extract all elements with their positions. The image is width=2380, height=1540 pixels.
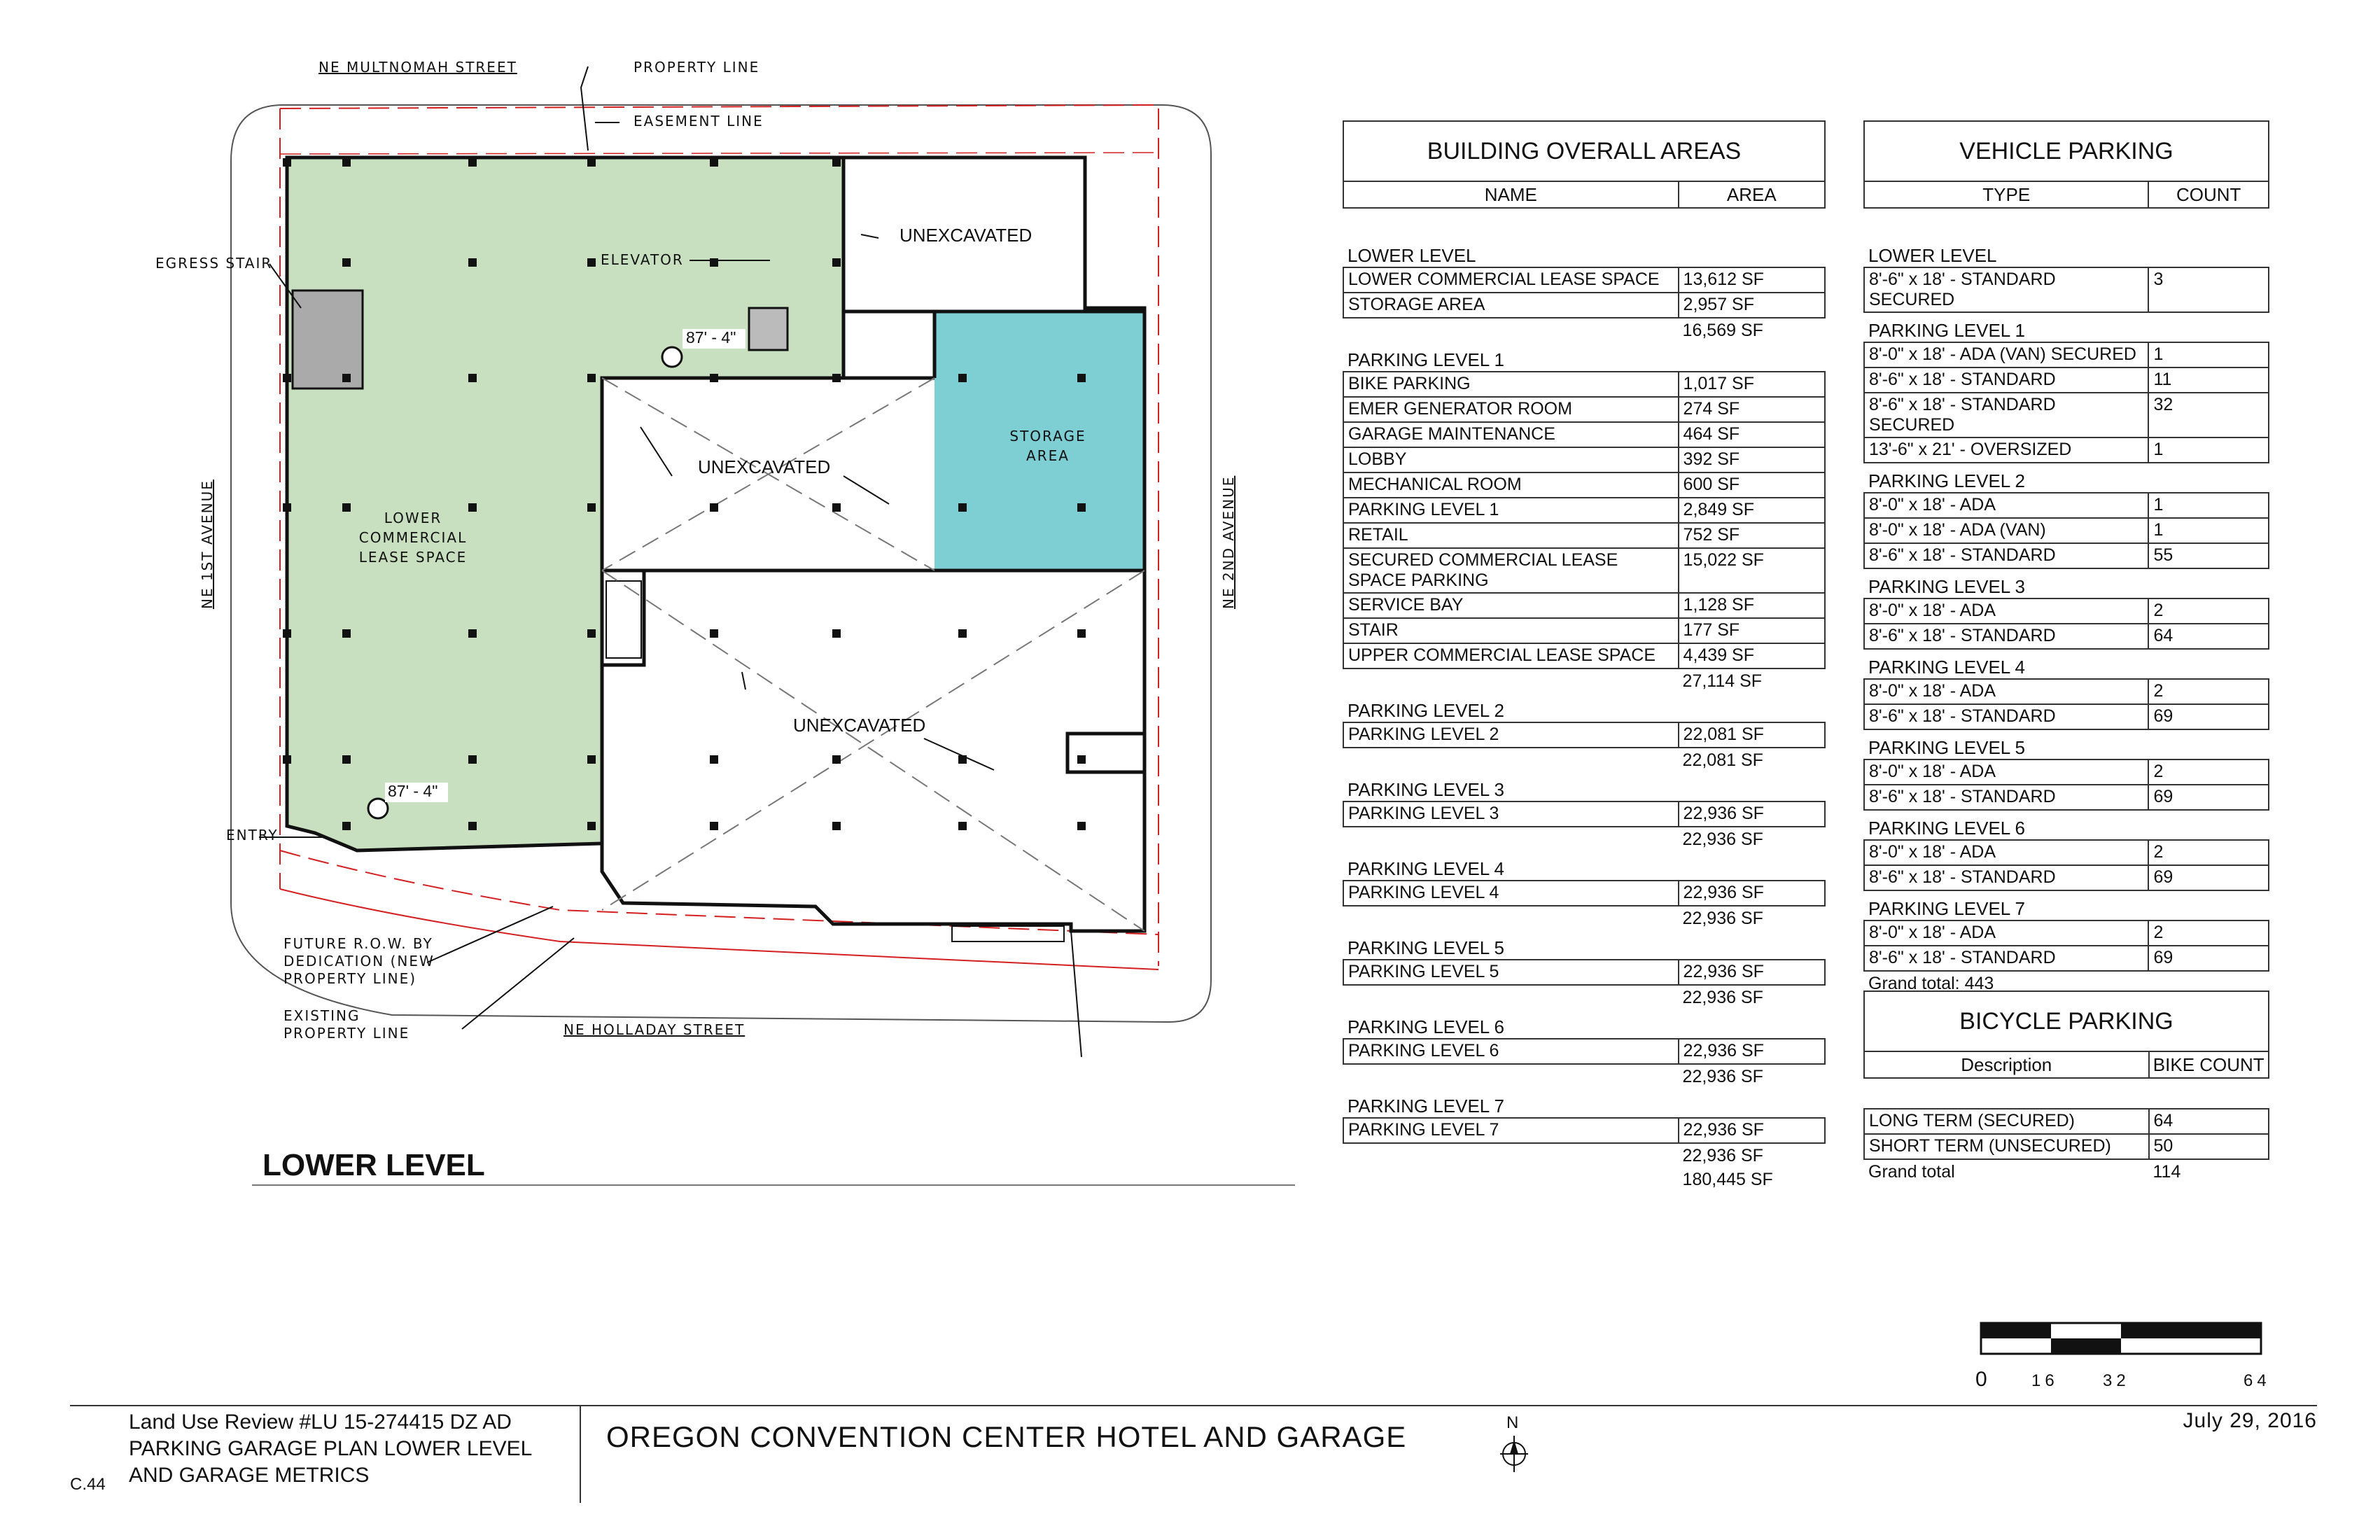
parking-row-type: 8'-0" x 18' - ADA	[1864, 679, 2148, 704]
future-row-label-1: FUTURE R.O.W. BY	[284, 935, 433, 952]
area-row-name: PARKING LEVEL 7	[1343, 1118, 1679, 1143]
project-name: OREGON CONVENTION CENTER HOTEL AND GARAGE	[606, 1420, 1407, 1453]
building-areas-schedule	[1343, 120, 1826, 1191]
structural-column	[832, 629, 841, 638]
area-row-name: PARKING LEVEL 1	[1343, 498, 1679, 523]
scale-label-32: 32	[2103, 1371, 2130, 1390]
plan-title-rule	[252, 1184, 1295, 1186]
parking-row-type: 8'-0" x 18' - ADA	[1864, 493, 2148, 518]
structural-column	[710, 258, 718, 267]
north-label: N	[1506, 1413, 1519, 1432]
structural-column	[468, 822, 477, 830]
area-grand-total: 180,445 SF	[1682, 1169, 1773, 1189]
structural-column	[832, 374, 841, 382]
structural-column	[958, 374, 967, 382]
sheet-title-line-1: PARKING GARAGE PLAN LOWER LEVEL	[129, 1437, 533, 1460]
future-row-line	[280, 850, 1158, 934]
parking-row-type: 8'-0" x 18' - ADA	[1864, 760, 2148, 785]
parking-row-count: 2	[2148, 760, 2269, 785]
structural-column	[958, 629, 967, 638]
area-row-name: SECURED COMMERCIAL LEASE SPACE PARKING	[1343, 548, 1679, 593]
area-subtotal-spacer	[1343, 318, 1679, 342]
structural-column	[283, 755, 291, 764]
structural-column	[1077, 503, 1086, 512]
parking-row-type: 8'-6" x 18' - STANDARD SECURED	[1864, 267, 2148, 312]
existing-property-label-2: PROPERTY LINE	[284, 1025, 410, 1042]
area-subtotal: 27,114 SF	[1682, 671, 1763, 691]
north-street-label: NE MULTNOMAH STREET	[318, 59, 517, 76]
bicycle-grand-total-value: 114	[2152, 1161, 2181, 1182]
parking-row-count: 69	[2148, 865, 2269, 890]
vehicle-col-type: TYPE	[1864, 181, 2148, 208]
structural-column	[342, 258, 351, 267]
easement-line	[280, 153, 1158, 154]
structural-column	[587, 374, 596, 382]
areas-col-name: NAME	[1343, 181, 1679, 208]
structural-column	[958, 822, 967, 830]
east-street-label: NE 2ND AVENUE	[1220, 475, 1237, 609]
elevation-marker-2	[368, 799, 388, 818]
property-line-label: PROPERTY LINE	[634, 59, 760, 76]
structural-column	[1077, 822, 1086, 830]
area-grand-total-spacer	[1343, 1168, 1679, 1191]
building-areas-title: BUILDING OVERALL AREAS	[1343, 121, 1825, 181]
sheet-number: C.44	[70, 1475, 106, 1494]
easement-line-label: EASEMENT LINE	[634, 113, 764, 130]
area-subtotal: 22,936 SF	[1682, 1145, 1763, 1166]
area-row-value: 392 SF	[1679, 447, 1825, 472]
storage-label-2: AREA	[1026, 447, 1070, 464]
structural-column	[832, 755, 841, 764]
structural-column	[832, 822, 841, 830]
scale-bar	[1974, 1316, 2282, 1393]
area-row-name: LOBBY	[1343, 447, 1679, 472]
elevation-label-1: 87' - 4"	[686, 328, 736, 346]
bicycle-parking-schedule	[1863, 990, 2269, 1184]
area-row-name: MECHANICAL ROOM	[1343, 472, 1679, 498]
structural-column	[832, 503, 841, 512]
area-subtotal: 22,936 SF	[1682, 908, 1763, 928]
area-group-heading: PARKING LEVEL 3	[1348, 779, 1504, 800]
structural-column	[342, 503, 351, 512]
area-subtotal: 22,936 SF	[1682, 1066, 1763, 1086]
south-street-label: NE HOLLADAY STREET	[564, 1021, 746, 1038]
area-group-heading: PARKING LEVEL 7	[1348, 1096, 1504, 1116]
title-block-divider	[580, 1406, 581, 1503]
structural-column	[342, 629, 351, 638]
bicycle-row-name: SHORT TERM (UNSECURED)	[1864, 1134, 2149, 1159]
parking-row-type: 13'-6" x 21' - OVERSIZED	[1864, 438, 2148, 463]
floor-plan	[0, 0, 1302, 1162]
area-row-value: 600 SF	[1679, 472, 1825, 498]
area-group-heading: PARKING LEVEL 4	[1348, 858, 1504, 879]
parking-row-count: 1	[2148, 493, 2269, 518]
parking-row-type: 8'-6" x 18' - STANDARD	[1864, 865, 2148, 890]
scale-label-0: 0	[1975, 1368, 1987, 1391]
structural-column	[283, 158, 291, 167]
area-row-value: 752 SF	[1679, 523, 1825, 548]
area-group-heading: PARKING LEVEL 6	[1348, 1016, 1504, 1037]
parking-row-type: 8'-6" x 18' - STANDARD	[1864, 785, 2148, 810]
bicycle-col-count: BIKE COUNT	[2149, 1051, 2269, 1078]
structural-column	[342, 374, 351, 382]
area-row-name: GARAGE MAINTENANCE	[1343, 422, 1679, 447]
parking-row-type: 8'-6" x 18' - STANDARD	[1864, 624, 2148, 649]
structural-column	[832, 158, 841, 167]
bicycle-col-description: Description	[1864, 1051, 2149, 1078]
parking-group-heading: PARKING LEVEL 1	[1868, 320, 2025, 341]
structural-column	[710, 755, 718, 764]
vehicle-parking-schedule	[1863, 120, 2269, 995]
scale-label-64: 64	[2244, 1371, 2271, 1390]
area-row-value: 15,022 SF	[1679, 548, 1825, 593]
parking-row-count: 55	[2148, 543, 2269, 568]
structural-column	[342, 755, 351, 764]
plan-title: LOWER LEVEL	[262, 1148, 485, 1182]
structural-column	[587, 629, 596, 638]
vehicle-parking-title: VEHICLE PARKING	[1864, 121, 2269, 181]
structural-column	[710, 503, 718, 512]
area-subtotal: 22,936 SF	[1682, 829, 1763, 849]
area-subtotal-spacer	[1343, 985, 1679, 1009]
parking-row-count: 1	[2148, 342, 2269, 368]
structural-column	[1077, 755, 1086, 764]
parking-row-type: 8'-6" x 18' - STANDARD	[1864, 946, 2148, 971]
parking-row-count: 69	[2148, 946, 2269, 971]
area-row-name: EMER GENERATOR ROOM	[1343, 397, 1679, 422]
area-row-value: 22,936 SF	[1679, 1039, 1825, 1064]
parking-row-count: 2	[2148, 920, 2269, 946]
egress-stair-label: EGRESS STAIR	[155, 255, 273, 272]
commercial-label-1: LOWER	[384, 510, 442, 526]
structural-column	[710, 374, 718, 382]
area-subtotal-spacer	[1343, 1143, 1679, 1168]
area-row-value: 177 SF	[1679, 618, 1825, 643]
area-row-name: PARKING LEVEL 2	[1343, 722, 1679, 748]
parking-row-type: 8'-6" x 18' - STANDARD	[1864, 368, 2148, 393]
structural-column	[468, 755, 477, 764]
west-street-label: NE 1ST AVENUE	[199, 479, 216, 609]
parking-row-count: 64	[2148, 624, 2269, 649]
title-block	[70, 1405, 2317, 1518]
parking-row-type: 8'-6" x 18' - STANDARD	[1864, 704, 2148, 729]
structural-column	[342, 822, 351, 830]
parking-group-heading: PARKING LEVEL 7	[1868, 898, 2025, 919]
entry-label: ENTRY	[226, 827, 279, 844]
structural-column	[468, 258, 477, 267]
parking-row-type: 8'-0" x 18' - ADA	[1864, 598, 2148, 624]
vehicle-col-count: COUNT	[2148, 181, 2269, 208]
elevation-marker-1	[662, 347, 682, 367]
area-subtotal: 22,936 SF	[1682, 987, 1763, 1007]
parking-row-type: 8'-0" x 18' - ADA (VAN)	[1864, 518, 2148, 543]
small-room	[1068, 734, 1144, 772]
area-group-heading: PARKING LEVEL 2	[1348, 700, 1504, 721]
area-row-value: 22,936 SF	[1679, 881, 1825, 906]
review-number: Land Use Review #LU 15-274415 DZ AD	[129, 1410, 512, 1434]
areas-col-area: AREA	[1679, 181, 1825, 208]
parking-grand-total: Grand total: 443	[1868, 973, 1994, 993]
area-subtotal-spacer	[1343, 827, 1679, 851]
parking-row-count: 69	[2148, 785, 2269, 810]
area-row-name: PARKING LEVEL 4	[1343, 881, 1679, 906]
parking-group-heading: PARKING LEVEL 4	[1868, 657, 2025, 678]
structural-column	[832, 258, 841, 267]
area-row-value: 22,081 SF	[1679, 722, 1825, 748]
parking-row-type: 8'-0" x 18' - ADA	[1864, 840, 2148, 865]
future-row-label-2: DEDICATION (NEW	[284, 953, 435, 969]
sheet-title-line-2: AND GARAGE METRICS	[129, 1464, 370, 1487]
area-subtotal-spacer	[1343, 668, 1679, 693]
parking-group-heading: PARKING LEVEL 5	[1868, 737, 2025, 758]
structural-column	[958, 503, 967, 512]
structural-column	[587, 503, 596, 512]
area-row-name: STAIR	[1343, 618, 1679, 643]
bicycle-grand-total-label: Grand total	[1868, 1161, 1955, 1182]
structural-column	[587, 822, 596, 830]
structural-column	[587, 258, 596, 267]
elevator-shaft	[749, 308, 788, 350]
parking-row-count: 32	[2148, 393, 2269, 438]
area-row-value: 464 SF	[1679, 422, 1825, 447]
unexcavated-label-3: UNEXCAVATED	[793, 715, 926, 736]
structural-column	[283, 503, 291, 512]
parking-group-heading: LOWER LEVEL	[1868, 245, 1997, 266]
structural-column	[1077, 374, 1086, 382]
lower-commercial-lease-space	[287, 158, 844, 850]
elevation-label-2: 87' - 4"	[388, 782, 438, 800]
area-row-name: PARKING LEVEL 3	[1343, 802, 1679, 827]
area-row-name: STORAGE AREA	[1343, 293, 1679, 318]
egress-stair-core	[293, 290, 363, 388]
area-row-name: PARKING LEVEL 5	[1343, 960, 1679, 985]
commercial-label-2: COMMERCIAL	[358, 529, 468, 546]
parking-row-count: 69	[2148, 704, 2269, 729]
structural-column	[710, 822, 718, 830]
parking-row-type: 8'-6" x 18' - STANDARD	[1864, 543, 2148, 568]
elevator-label: ELEVATOR	[601, 251, 684, 268]
structural-column	[283, 374, 291, 382]
area-group-heading: LOWER LEVEL	[1348, 245, 1476, 266]
future-row-label-3: PROPERTY LINE)	[284, 970, 417, 987]
bicycle-parking-title: BICYCLE PARKING	[1864, 991, 2269, 1051]
parking-row-type: 8'-6" x 18' - STANDARD SECURED	[1864, 393, 2148, 438]
area-row-value: 2,957 SF	[1679, 293, 1825, 318]
structural-column	[468, 374, 477, 382]
structural-column	[468, 158, 477, 167]
structural-column	[710, 158, 718, 167]
bicycle-row-value: 64	[2149, 1109, 2269, 1134]
structural-column	[283, 629, 291, 638]
structural-column	[468, 629, 477, 638]
bicycle-row-name: LONG TERM (SECURED)	[1864, 1109, 2149, 1134]
area-row-value: 1,017 SF	[1679, 372, 1825, 397]
area-row-name: SERVICE BAY	[1343, 593, 1679, 618]
parking-row-count: 11	[2148, 368, 2269, 393]
area-row-name: UPPER COMMERCIAL LEASE SPACE	[1343, 643, 1679, 668]
area-row-value: 22,936 SF	[1679, 960, 1825, 985]
bike-rack	[952, 926, 1064, 941]
structural-column	[710, 629, 718, 638]
structural-column	[587, 755, 596, 764]
area-subtotal-spacer	[1343, 906, 1679, 930]
area-group-heading: PARKING LEVEL 5	[1348, 937, 1504, 958]
area-row-value: 22,936 SF	[1679, 802, 1825, 827]
area-subtotal-spacer	[1343, 748, 1679, 772]
parking-row-type: 8'-0" x 18' - ADA	[1864, 920, 2148, 946]
area-row-name: LOWER COMMERCIAL LEASE SPACE	[1343, 267, 1679, 293]
area-row-value: 4,439 SF	[1679, 643, 1825, 668]
parking-row-type: 8'-0" x 18' - ADA (VAN) SECURED	[1864, 342, 2148, 368]
unexcavated-label-1: UNEXCAVATED	[899, 225, 1032, 246]
structural-column	[587, 158, 596, 167]
area-row-name: PARKING LEVEL 6	[1343, 1039, 1679, 1064]
sheet-date: July 29, 2016	[2183, 1409, 2317, 1432]
area-row-name: RETAIL	[1343, 523, 1679, 548]
parking-group-heading: PARKING LEVEL 3	[1868, 576, 2025, 597]
area-row-value: 2,849 SF	[1679, 498, 1825, 523]
scale-label-16: 16	[2031, 1371, 2059, 1390]
structural-column	[342, 158, 351, 167]
commercial-label-3: LEASE SPACE	[358, 549, 468, 566]
parking-row-count: 2	[2148, 598, 2269, 624]
parking-row-count: 2	[2148, 840, 2269, 865]
area-row-value: 1,128 SF	[1679, 593, 1825, 618]
storage-label-1: STORAGE	[1009, 428, 1086, 444]
area-subtotal-spacer	[1343, 1064, 1679, 1088]
structural-column	[1077, 629, 1086, 638]
bicycle-row-value: 50	[2149, 1134, 2269, 1159]
parking-row-count: 1	[2148, 438, 2269, 463]
unexcavated-label-2: UNEXCAVATED	[698, 456, 831, 477]
parking-group-heading: PARKING LEVEL 6	[1868, 818, 2025, 839]
existing-property-label-1: EXISTING	[284, 1007, 360, 1024]
north-arrow-icon	[1497, 1433, 1532, 1475]
parking-group-heading: PARKING LEVEL 2	[1868, 470, 2025, 491]
parking-row-count: 3	[2148, 267, 2269, 312]
area-row-value: 13,612 SF	[1679, 267, 1825, 293]
structural-column	[468, 503, 477, 512]
area-row-name: BIKE PARKING	[1343, 372, 1679, 397]
parking-row-count: 1	[2148, 518, 2269, 543]
area-group-heading: PARKING LEVEL 1	[1348, 349, 1504, 370]
area-row-value: 274 SF	[1679, 397, 1825, 422]
area-subtotal: 22,081 SF	[1682, 750, 1763, 770]
area-subtotal: 16,569 SF	[1682, 320, 1763, 340]
parking-row-count: 2	[2148, 679, 2269, 704]
area-row-value: 22,936 SF	[1679, 1118, 1825, 1143]
